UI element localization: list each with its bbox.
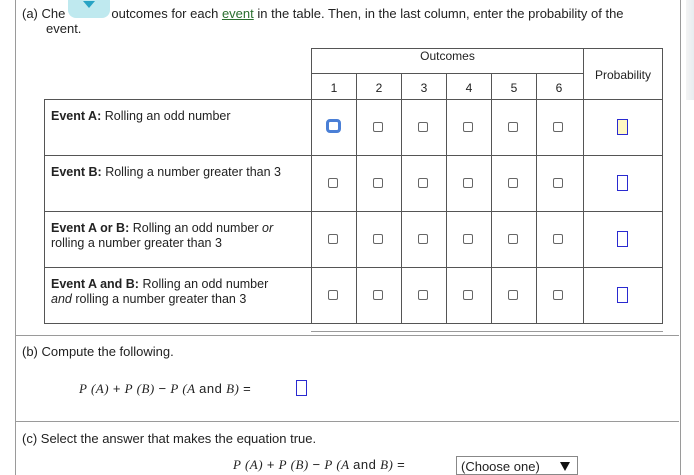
part-b-label: (b) Compute the following. <box>22 344 174 359</box>
checkbox-aandb-6[interactable] <box>553 290 563 300</box>
dropdown-arrow-icon <box>560 462 570 471</box>
hint-toggle-button[interactable] <box>68 0 110 18</box>
checkbox-a-5[interactable] <box>508 122 518 132</box>
checkbox-b-4[interactable] <box>463 178 473 188</box>
part-c-formula: P (A) + P (B) − P (A and B) = <box>233 457 406 472</box>
part-c-label: (c) Select the answer that makes the equation true. <box>22 431 317 446</box>
probability-b-input[interactable] <box>617 175 628 191</box>
checkbox-a-4[interactable] <box>463 122 473 132</box>
outcome-5: 5 <box>510 81 518 95</box>
outcome-4: 4 <box>465 81 473 95</box>
probability-aandb-input[interactable] <box>617 287 628 303</box>
checkbox-b-1[interactable] <box>328 178 338 188</box>
event-a-and-b-label: Event A and B: Rolling an odd number and rolling a number greater than 3 <box>51 277 269 306</box>
section-divider <box>15 335 679 336</box>
chevron-down-icon <box>83 1 95 8</box>
checkbox-aorb-4[interactable] <box>463 234 473 244</box>
event-a-or-b-label: Event A or B: Rolling an odd number or rolling a number greater than 3 <box>51 221 274 250</box>
part-b-answer-input[interactable] <box>296 380 307 396</box>
checkbox-b-2[interactable] <box>373 178 383 188</box>
outcomes-header: Outcomes <box>420 49 475 63</box>
checkbox-aorb-3[interactable] <box>418 234 428 244</box>
checkbox-b-5[interactable] <box>508 178 518 188</box>
checkbox-aandb-2[interactable] <box>373 290 383 300</box>
checkbox-aandb-4[interactable] <box>463 290 473 300</box>
probability-a-input[interactable] <box>617 119 628 135</box>
part-a-instructions: (a) Che outcomes for each event in the table. Then, in the last column, enter the probability of the event. <box>22 6 624 36</box>
checkbox-b-3[interactable] <box>418 178 428 188</box>
event-link[interactable]: event <box>221 6 254 21</box>
event-b-label: Event B: Rolling a number greater than 3 <box>51 165 281 179</box>
outcome-2: 2 <box>375 81 383 95</box>
event-a-label: Event A: Rolling an odd number <box>51 109 231 123</box>
outcome-1: 1 <box>330 81 338 95</box>
checkbox-a-3[interactable] <box>418 122 428 132</box>
checkbox-a-1[interactable] <box>326 119 341 133</box>
checkbox-a-6[interactable] <box>553 122 563 132</box>
checkbox-aorb-6[interactable] <box>553 234 563 244</box>
checkbox-a-2[interactable] <box>373 122 383 132</box>
checkbox-aandb-5[interactable] <box>508 290 518 300</box>
part-c-answer-select[interactable]: (Choose one) <box>456 456 578 475</box>
outcome-6: 6 <box>555 81 563 95</box>
checkbox-aorb-2[interactable] <box>373 234 383 244</box>
checkbox-b-6[interactable] <box>553 178 563 188</box>
checkbox-aorb-1[interactable] <box>328 234 338 244</box>
outcome-3: 3 <box>420 81 428 95</box>
section-divider <box>15 421 679 422</box>
scroll-edge <box>686 0 694 100</box>
checkbox-aorb-5[interactable] <box>508 234 518 244</box>
part-b-formula: P (A) + P (B) − P (A and B) = <box>79 381 252 396</box>
probability-aorb-input[interactable] <box>617 231 628 247</box>
checkbox-aandb-3[interactable] <box>418 290 428 300</box>
probability-header: Probability <box>594 68 652 82</box>
checkbox-aandb-1[interactable] <box>328 290 338 300</box>
